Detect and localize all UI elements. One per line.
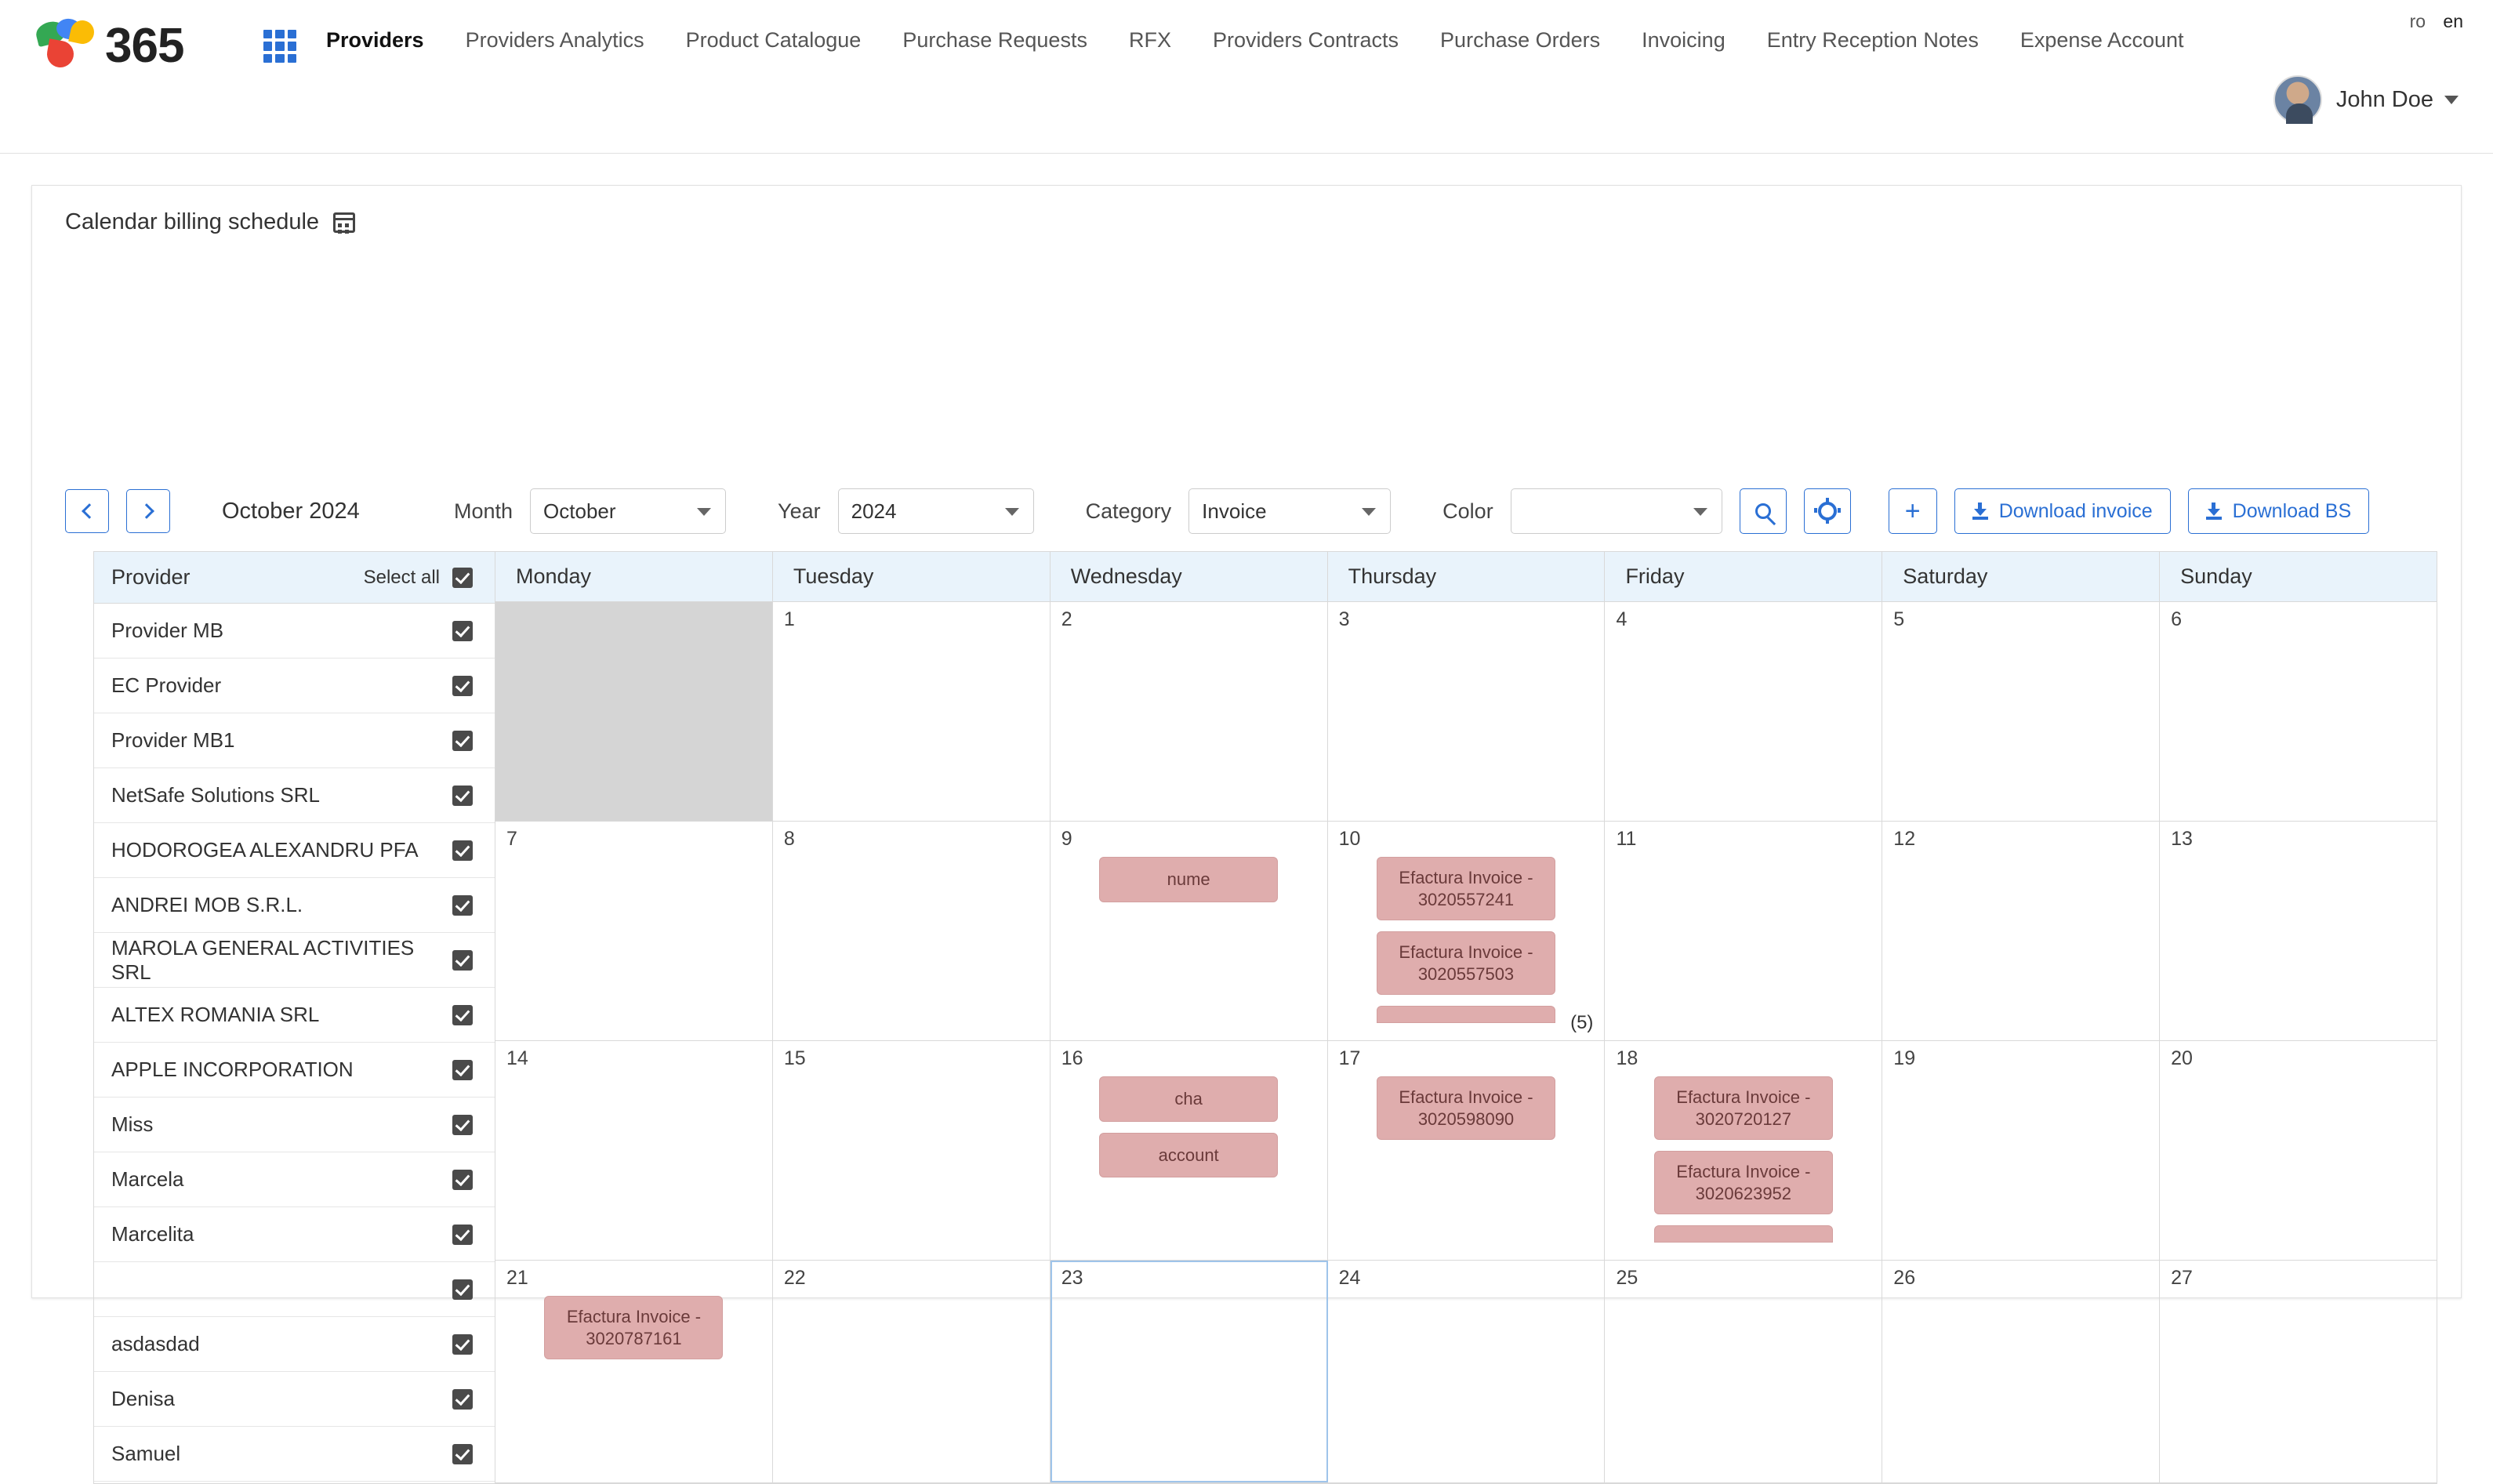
user-menu[interactable] xyxy=(2273,75,2459,124)
calendar-toolbar xyxy=(65,484,2425,539)
calendar-event[interactable]: Efactura Invoice - 3020623952 xyxy=(1654,1151,1833,1214)
day-number: 1 xyxy=(783,608,795,630)
chevron-down-icon[interactable] xyxy=(2444,96,2459,104)
day-number: 24 xyxy=(1338,1267,1361,1289)
download-invoice-label: Download invoice xyxy=(1998,499,2153,522)
provider-checkbox[interactable] xyxy=(452,1389,473,1410)
year-select-value: 2024 xyxy=(851,499,897,523)
brand-name: 365 xyxy=(105,18,184,73)
language-en[interactable]: en xyxy=(2443,11,2463,31)
day-number: 19 xyxy=(1893,1047,1916,1069)
calendar-day-cell[interactable] xyxy=(773,602,1051,821)
calendar-day-cell[interactable] xyxy=(495,1041,773,1260)
day-number: 23 xyxy=(1061,1267,1083,1289)
chevron-down-icon xyxy=(1693,508,1707,516)
search-button[interactable] xyxy=(1740,488,1787,534)
calendar-day-cell[interactable] xyxy=(2160,822,2437,1040)
provider-row[interactable] xyxy=(94,1317,495,1372)
previous-month-button[interactable] xyxy=(65,489,109,533)
provider-name: Miss xyxy=(111,1112,154,1136)
current-period-label: October 2024 xyxy=(222,498,360,524)
calendar-day-cell[interactable] xyxy=(1051,1261,1328,1482)
year-select[interactable] xyxy=(838,488,1034,534)
calendar-day-cell[interactable] xyxy=(2160,1041,2437,1260)
avatar xyxy=(2273,75,2322,124)
provider-row[interactable] xyxy=(94,1427,495,1482)
provider-checkbox[interactable] xyxy=(452,731,473,751)
weekday-wednesday: Wednesday xyxy=(1051,552,1328,601)
provider-checkbox[interactable] xyxy=(452,840,473,861)
download-bs-button[interactable] xyxy=(2188,488,2369,534)
add-button[interactable] xyxy=(1889,488,1937,534)
provider-name: NetSafe Solutions SRL xyxy=(111,783,320,807)
provider-row[interactable] xyxy=(94,823,495,878)
provider-checkbox[interactable] xyxy=(452,676,473,696)
provider-name: Provider MB1 xyxy=(111,728,235,752)
calendar-day-cell[interactable] xyxy=(1051,1041,1328,1260)
calendar-event[interactable] xyxy=(1377,1006,1555,1023)
calendar-event[interactable]: Efactura Invoice - 3020720127 xyxy=(1654,1076,1833,1140)
provider-row[interactable] xyxy=(94,933,495,988)
calendar-day-cell[interactable] xyxy=(1328,602,1606,821)
color-label: Color xyxy=(1442,499,1493,523)
day-number: 16 xyxy=(1061,1047,1083,1069)
category-select-value: Invoice xyxy=(1202,499,1267,523)
calendar-day-cell[interactable] xyxy=(1605,602,1882,821)
calendar-grid xyxy=(93,551,2437,1484)
month-select[interactable] xyxy=(530,488,726,534)
weekday-friday: Friday xyxy=(1605,552,1882,601)
day-number: 10 xyxy=(1338,828,1361,850)
provider-name: asdasdad xyxy=(111,1332,200,1355)
calendar-day-cell[interactable] xyxy=(1882,822,2160,1040)
calendar-day-cell[interactable] xyxy=(495,822,773,1040)
gear-icon xyxy=(1818,502,1837,521)
day-number: 26 xyxy=(1893,1267,1916,1289)
calendar-event[interactable]: Efactura Invoice - 3020598090 xyxy=(1377,1076,1555,1140)
provider-row[interactable] xyxy=(94,1098,495,1152)
provider-name: ANDREI MOB S.R.L. xyxy=(111,893,303,916)
download-bs-label: Download BS xyxy=(2232,499,2352,522)
day-number: 22 xyxy=(783,1267,806,1289)
top-bar xyxy=(0,0,2493,154)
provider-row[interactable] xyxy=(94,1043,495,1098)
language-switcher[interactable] xyxy=(2397,11,2463,32)
day-number: 9 xyxy=(1061,828,1072,850)
provider-name: Marcela xyxy=(111,1167,184,1191)
more-events-count[interactable]: (5) xyxy=(1570,1012,1594,1033)
provider-name: MAROLA GENERAL ACTIVITIES SRL xyxy=(111,935,415,984)
provider-row[interactable] xyxy=(94,878,495,933)
nav-item-providers-contracts[interactable]: Providers Contracts xyxy=(1212,28,1399,52)
year-label: Year xyxy=(778,499,821,523)
calendar-day-cell[interactable] xyxy=(1328,1261,1606,1482)
weekday-header xyxy=(495,552,2437,602)
nav-item-expense-account[interactable]: Expense Account xyxy=(2019,28,2184,52)
calendar-event[interactable] xyxy=(1654,1225,1833,1243)
day-number: 11 xyxy=(1616,828,1637,850)
provider-checkbox[interactable] xyxy=(452,786,473,806)
day-number: 8 xyxy=(783,828,795,850)
nav-item-entry-reception-notes[interactable]: Entry Reception Notes xyxy=(1766,28,1979,52)
day-number: 12 xyxy=(1893,828,1916,850)
settings-button[interactable] xyxy=(1804,488,1851,534)
calendar-day-cell[interactable] xyxy=(495,602,773,821)
select-all-checkbox[interactable] xyxy=(452,568,473,588)
calendar-day-cell[interactable] xyxy=(1328,1041,1606,1260)
next-month-button[interactable] xyxy=(126,489,170,533)
day-number: 6 xyxy=(2171,608,2183,630)
chevron-down-icon xyxy=(697,508,711,516)
provider-checkbox[interactable] xyxy=(452,1279,473,1300)
day-number: 25 xyxy=(1616,1267,1638,1289)
calendar-day-cell[interactable] xyxy=(2160,1261,2437,1482)
calendar-day-cell[interactable] xyxy=(1051,602,1328,821)
provider-checkbox[interactable] xyxy=(452,895,473,916)
day-number: 5 xyxy=(1893,608,1905,630)
app-grid-icon[interactable] xyxy=(263,30,296,63)
select-all-label: Select all xyxy=(363,566,440,588)
calendar-day-cell[interactable] xyxy=(1605,1261,1882,1482)
provider-row[interactable] xyxy=(94,988,495,1043)
provider-row[interactable] xyxy=(94,1262,495,1317)
calendar-day-cell[interactable] xyxy=(1328,822,1606,1040)
weekday-thursday: Thursday xyxy=(1328,552,1606,601)
page-title xyxy=(65,209,355,235)
calendar-event[interactable]: cha xyxy=(1099,1076,1278,1122)
calendar-day-cell[interactable] xyxy=(773,1261,1051,1482)
provider-row[interactable] xyxy=(94,1152,495,1207)
page-title-text: Calendar billing schedule xyxy=(65,209,320,234)
provider-panel xyxy=(94,552,495,1483)
calendar-icon xyxy=(333,212,355,233)
calendar-card xyxy=(31,185,2462,1465)
calendar-panel xyxy=(495,552,2437,1483)
provider-row[interactable] xyxy=(94,1372,495,1427)
day-number: 13 xyxy=(2171,828,2193,850)
calendar-day-cell[interactable] xyxy=(1051,822,1328,1040)
calendar-event[interactable]: Efactura Invoice - 3020557241 xyxy=(1377,857,1555,920)
chevron-down-icon xyxy=(1005,508,1019,516)
search-icon xyxy=(1755,503,1771,519)
provider-row[interactable] xyxy=(94,768,495,823)
calendar-day-cell[interactable] xyxy=(1605,822,1882,1040)
provider-name: EC Provider xyxy=(111,673,222,697)
month-select-value: October xyxy=(543,499,616,523)
calendar-day-cell[interactable] xyxy=(773,1041,1051,1260)
provider-checkbox[interactable] xyxy=(452,950,473,971)
day-number: 18 xyxy=(1616,1047,1638,1069)
calendar-week xyxy=(495,602,2437,822)
weekday-sunday: Sunday xyxy=(2180,564,2252,588)
day-number: 4 xyxy=(1616,608,1628,630)
color-select[interactable] xyxy=(1511,488,1722,534)
calendar-event[interactable]: Efactura Invoice - 3020557503 xyxy=(1377,931,1555,995)
category-label: Category xyxy=(1085,499,1172,523)
provider-name: Marcelita xyxy=(111,1222,194,1246)
nav-item-rfx[interactable]: RFX xyxy=(1128,28,1171,52)
provider-row[interactable] xyxy=(94,604,495,659)
provider-checkbox[interactable] xyxy=(452,621,473,641)
provider-column-title: Provider xyxy=(111,565,191,589)
calendar-day-cell[interactable] xyxy=(773,822,1051,1040)
provider-row[interactable] xyxy=(94,713,495,768)
weekday-monday: Monday xyxy=(495,552,773,601)
category-select[interactable] xyxy=(1188,488,1391,534)
weekday-saturday: Saturday xyxy=(1882,552,2160,601)
nav-item-providers[interactable]: Providers xyxy=(326,28,424,52)
user-name: John Doe xyxy=(2335,86,2433,112)
nav-item-purchase-requests[interactable]: Purchase Requests xyxy=(902,28,1087,52)
calendar-week xyxy=(495,822,2437,1041)
provider-checkbox[interactable] xyxy=(452,1225,473,1245)
provider-checkbox[interactable] xyxy=(452,1115,473,1135)
provider-name: APPLE INCORPORATION xyxy=(111,1058,354,1081)
calendar-event[interactable]: Efactura Invoice - 3020787161 xyxy=(544,1296,723,1359)
day-number: 3 xyxy=(1338,608,1350,630)
provider-name: Samuel xyxy=(111,1442,181,1465)
calendar-body xyxy=(495,602,2437,1483)
day-number: 27 xyxy=(2171,1267,2193,1289)
chevron-down-icon xyxy=(1362,508,1376,516)
weekday-tuesday: Tuesday xyxy=(773,552,1051,601)
main-navigation[interactable] xyxy=(326,28,2226,53)
calendar-week xyxy=(495,1041,2437,1261)
calendar-day-cell[interactable] xyxy=(1882,1261,2160,1482)
day-number: 2 xyxy=(1061,608,1072,630)
provider-checkbox[interactable] xyxy=(452,1444,473,1464)
provider-checkbox[interactable] xyxy=(452,1005,473,1025)
calendar-day-cell[interactable] xyxy=(1605,1041,1882,1260)
day-number: 21 xyxy=(506,1267,528,1289)
plus-icon: + xyxy=(1904,495,1921,526)
day-number: 20 xyxy=(2171,1047,2193,1069)
calendar-event[interactable]: nume xyxy=(1099,857,1278,902)
day-number: 7 xyxy=(506,828,517,850)
nav-item-providers-analytics[interactable]: Providers Analytics xyxy=(465,28,644,52)
language-ro[interactable]: ro xyxy=(2409,11,2426,31)
calendar-day-cell[interactable] xyxy=(495,1261,773,1482)
calendar-day-cell[interactable] xyxy=(1882,1041,2160,1260)
provider-name: Denisa xyxy=(111,1387,175,1410)
calendar-week xyxy=(495,1261,2437,1483)
day-number: 15 xyxy=(783,1047,806,1069)
provider-name: Provider MB xyxy=(111,619,224,642)
download-invoice-button[interactable] xyxy=(1954,488,2171,534)
provider-row[interactable] xyxy=(94,659,495,713)
provider-checkbox[interactable] xyxy=(452,1060,473,1080)
brand-logo[interactable] xyxy=(36,17,183,74)
day-number: 17 xyxy=(1338,1047,1361,1069)
month-label: Month xyxy=(454,499,513,523)
nav-item-invoicing[interactable]: Invoicing xyxy=(1642,28,1726,52)
nav-item-purchase-orders[interactable]: Purchase Orders xyxy=(1440,28,1601,52)
download-icon xyxy=(1972,503,1988,520)
download-icon xyxy=(2206,503,2222,520)
calendar-day-cell[interactable] xyxy=(2160,602,2437,821)
calendar-event[interactable]: account xyxy=(1099,1133,1278,1178)
provider-name: HODOROGEA ALEXANDRU PFA xyxy=(111,838,419,862)
provider-checkbox[interactable] xyxy=(452,1334,473,1355)
nav-item-product-catalogue[interactable]: Product Catalogue xyxy=(685,28,862,52)
day-number: 14 xyxy=(506,1047,528,1069)
provider-row[interactable] xyxy=(94,1207,495,1262)
calendar-day-cell[interactable] xyxy=(1882,602,2160,821)
logo-icon xyxy=(36,17,93,74)
provider-name: ALTEX ROMANIA SRL xyxy=(111,1003,320,1026)
provider-panel-header xyxy=(94,552,495,604)
provider-list xyxy=(94,604,495,1482)
provider-checkbox[interactable] xyxy=(452,1170,473,1190)
